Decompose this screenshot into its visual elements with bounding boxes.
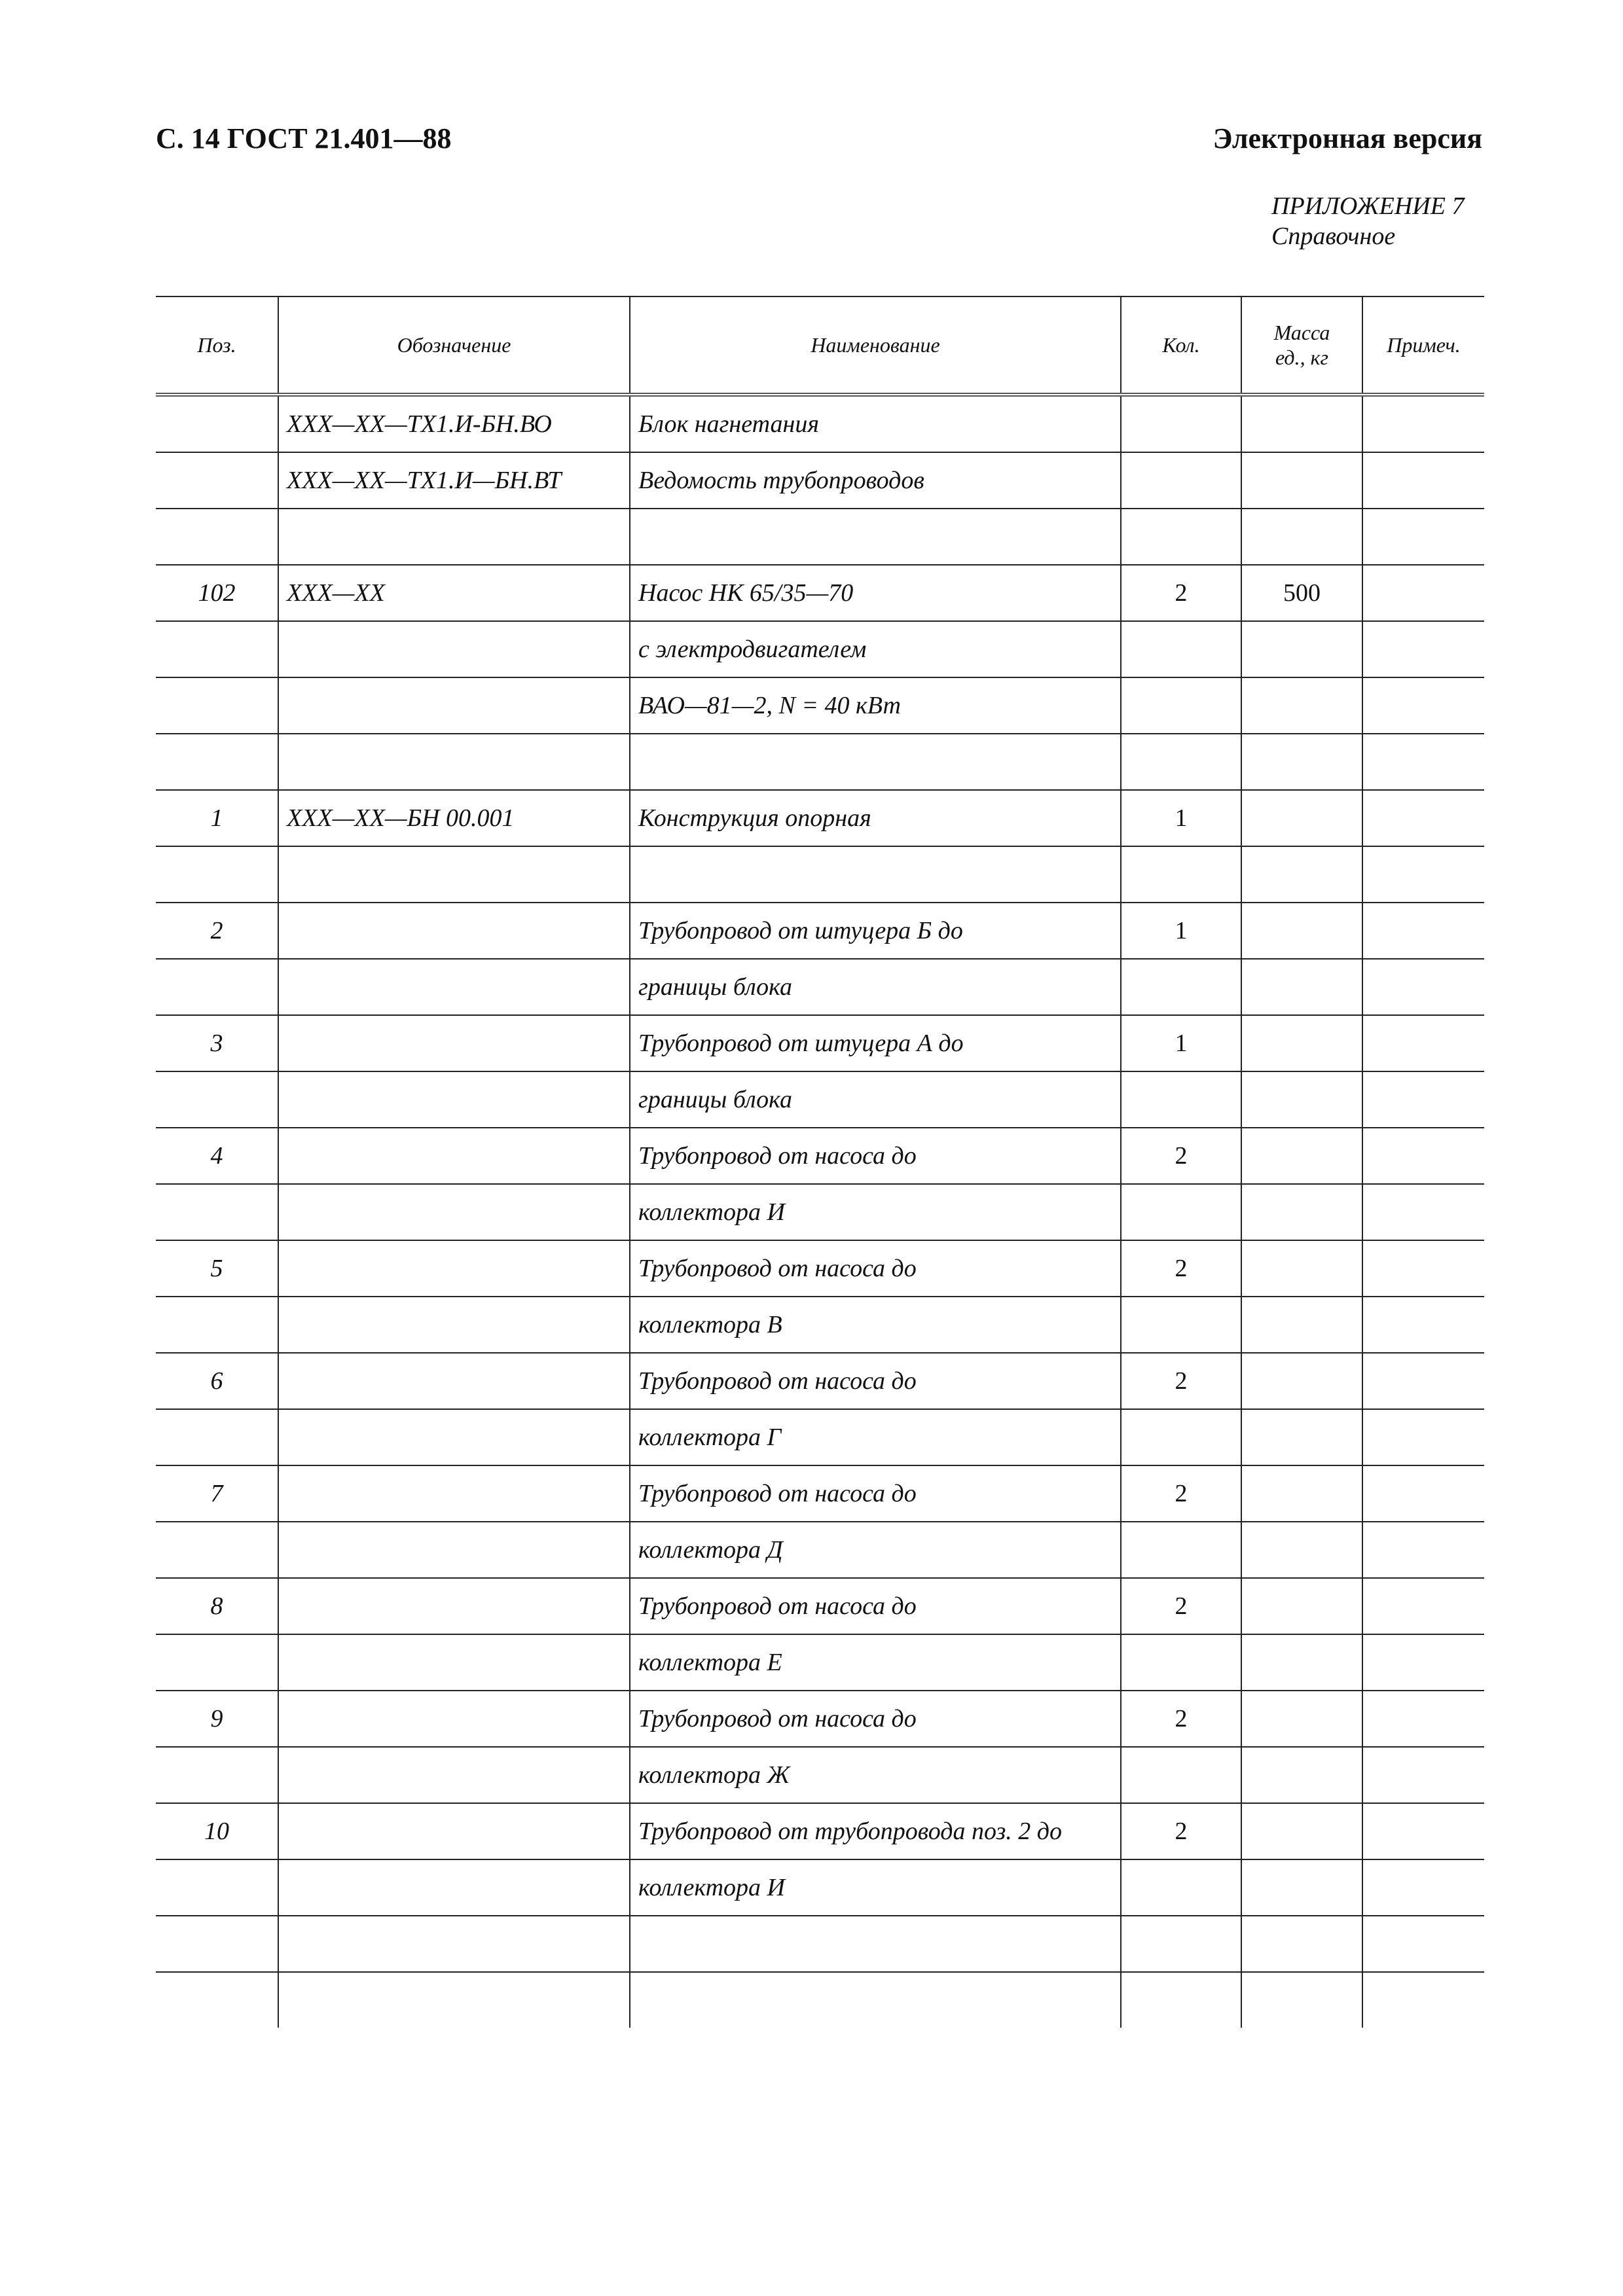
cell-quantity: 1 bbox=[1121, 1015, 1241, 1071]
table-row bbox=[156, 1353, 1484, 1409]
cell-note bbox=[1362, 1522, 1484, 1578]
cell-quantity: 1 bbox=[1121, 790, 1241, 846]
table-row bbox=[156, 959, 1484, 1015]
cell-note bbox=[1362, 959, 1484, 1015]
cell-note bbox=[1362, 734, 1484, 790]
cell-note bbox=[1362, 452, 1484, 509]
table-row bbox=[156, 1578, 1484, 1634]
cell-name: Ведомость трубопроводов bbox=[630, 452, 1121, 509]
cell-name: Блок нагнетания bbox=[630, 395, 1121, 452]
cell-designation bbox=[278, 1297, 630, 1353]
cell-quantity bbox=[1121, 1522, 1241, 1578]
cell-unit-mass bbox=[1241, 509, 1362, 565]
cell-note bbox=[1362, 1240, 1484, 1297]
cell-unit-mass bbox=[1241, 1409, 1362, 1465]
table-row bbox=[156, 1634, 1484, 1691]
cell-quantity bbox=[1121, 452, 1241, 509]
table-row bbox=[156, 1916, 1484, 1972]
cell-note bbox=[1362, 1691, 1484, 1747]
cell-quantity bbox=[1121, 734, 1241, 790]
cell-name: Трубопровод от насоса до bbox=[630, 1353, 1121, 1409]
cell-name: Трубопровод от трубопровода поз. 2 до bbox=[630, 1803, 1121, 1859]
cell-name: ВАО—81—2, N = 40 кВт bbox=[630, 677, 1121, 734]
cell-designation bbox=[278, 1128, 630, 1184]
cell-quantity: 1 bbox=[1121, 903, 1241, 959]
cell-quantity bbox=[1121, 395, 1241, 452]
table-row bbox=[156, 790, 1484, 846]
cell-note bbox=[1362, 1859, 1484, 1916]
cell-name: Трубопровод от насоса до bbox=[630, 1578, 1121, 1634]
cell-unit-mass bbox=[1241, 1297, 1362, 1353]
cell-name: Трубопровод от штуцера Б до bbox=[630, 903, 1121, 959]
cell-note bbox=[1362, 677, 1484, 734]
cell-quantity bbox=[1121, 1916, 1241, 1972]
cell-designation bbox=[278, 1015, 630, 1071]
cell-name: коллектора Е bbox=[630, 1634, 1121, 1691]
table-row bbox=[156, 1522, 1484, 1578]
cell-note bbox=[1362, 621, 1484, 677]
cell-note bbox=[1362, 1071, 1484, 1128]
cell-note bbox=[1362, 1465, 1484, 1522]
cell-designation bbox=[278, 1409, 630, 1465]
cell-designation bbox=[278, 1634, 630, 1691]
specification-table bbox=[156, 296, 1484, 2028]
cell-name bbox=[630, 509, 1121, 565]
cell-designation bbox=[278, 1071, 630, 1128]
cell-unit-mass bbox=[1241, 1184, 1362, 1240]
cell-designation bbox=[278, 1859, 630, 1916]
table-row bbox=[156, 1409, 1484, 1465]
cell-note bbox=[1362, 509, 1484, 565]
cell-quantity bbox=[1121, 959, 1241, 1015]
appendix-title: ПРИЛОЖЕНИЕ 7 bbox=[1271, 192, 1465, 220]
cell-quantity bbox=[1121, 846, 1241, 903]
cell-unit-mass bbox=[1241, 1128, 1362, 1184]
cell-unit-mass bbox=[1241, 1353, 1362, 1409]
cell-note bbox=[1362, 1015, 1484, 1071]
cell-position bbox=[156, 1409, 278, 1465]
cell-quantity: 2 bbox=[1121, 1803, 1241, 1859]
cell-designation bbox=[278, 1522, 630, 1578]
table-body bbox=[156, 395, 1484, 2028]
cell-designation bbox=[278, 846, 630, 903]
cell-unit-mass bbox=[1241, 1803, 1362, 1859]
cell-position bbox=[156, 846, 278, 903]
cell-note bbox=[1362, 1916, 1484, 1972]
cell-position bbox=[156, 959, 278, 1015]
table-row bbox=[156, 1691, 1484, 1747]
cell-name: границы блока bbox=[630, 959, 1121, 1015]
cell-name: Трубопровод от насоса до bbox=[630, 1465, 1121, 1522]
cell-position: 6 bbox=[156, 1353, 278, 1409]
cell-unit-mass bbox=[1241, 1465, 1362, 1522]
cell-name: Трубопровод от насоса до bbox=[630, 1691, 1121, 1747]
cell-position: 102 bbox=[156, 565, 278, 621]
cell-position bbox=[156, 1522, 278, 1578]
cell-position: 3 bbox=[156, 1015, 278, 1071]
cell-unit-mass bbox=[1241, 677, 1362, 734]
cell-note bbox=[1362, 1353, 1484, 1409]
cell-designation bbox=[278, 1916, 630, 1972]
cell-quantity: 2 bbox=[1121, 1353, 1241, 1409]
table-row bbox=[156, 395, 1484, 452]
cell-quantity bbox=[1121, 677, 1241, 734]
cell-position bbox=[156, 1747, 278, 1803]
cell-unit-mass bbox=[1241, 1015, 1362, 1071]
cell-note bbox=[1362, 1803, 1484, 1859]
cell-position: 10 bbox=[156, 1803, 278, 1859]
cell-designation bbox=[278, 1353, 630, 1409]
cell-designation bbox=[278, 1747, 630, 1803]
table-row bbox=[156, 1071, 1484, 1128]
cell-designation bbox=[278, 903, 630, 959]
cell-quantity bbox=[1121, 1409, 1241, 1465]
cell-unit-mass bbox=[1241, 395, 1362, 452]
cell-position: 9 bbox=[156, 1691, 278, 1747]
column-header-unit-mass: Масса ед., кг bbox=[1241, 296, 1362, 395]
cell-note bbox=[1362, 1409, 1484, 1465]
cell-quantity bbox=[1121, 1747, 1241, 1803]
table-row bbox=[156, 1747, 1484, 1803]
cell-quantity bbox=[1121, 1634, 1241, 1691]
cell-position: 8 bbox=[156, 1578, 278, 1634]
cell-quantity bbox=[1121, 1297, 1241, 1353]
cell-quantity bbox=[1121, 1859, 1241, 1916]
cell-quantity: 2 bbox=[1121, 1128, 1241, 1184]
cell-designation: ХХХ—ХХ bbox=[278, 565, 630, 621]
cell-note bbox=[1362, 1747, 1484, 1803]
cell-note bbox=[1362, 565, 1484, 621]
cell-quantity bbox=[1121, 1184, 1241, 1240]
table-row bbox=[156, 1128, 1484, 1184]
cell-unit-mass bbox=[1241, 621, 1362, 677]
cell-unit-mass bbox=[1241, 1972, 1362, 2028]
column-header-note: Примеч. bbox=[1362, 296, 1484, 395]
cell-name: Насос НК 65/35—70 bbox=[630, 565, 1121, 621]
table-row bbox=[156, 1240, 1484, 1297]
cell-designation bbox=[278, 1972, 630, 2028]
cell-name: Конструкция опорная bbox=[630, 790, 1121, 846]
cell-position bbox=[156, 452, 278, 509]
table-row bbox=[156, 452, 1484, 509]
table-header-row bbox=[156, 296, 1484, 395]
cell-position: 4 bbox=[156, 1128, 278, 1184]
cell-name: коллектора И bbox=[630, 1859, 1121, 1916]
cell-position: 5 bbox=[156, 1240, 278, 1297]
cell-quantity: 2 bbox=[1121, 1240, 1241, 1297]
cell-note bbox=[1362, 1634, 1484, 1691]
cell-unit-mass bbox=[1241, 1240, 1362, 1297]
appendix-subtitle: Справочное bbox=[1271, 223, 1396, 250]
cell-quantity bbox=[1121, 1972, 1241, 2028]
cell-designation: ХХХ—ХХ—ТХ1.И-БН.ВО bbox=[278, 395, 630, 452]
cell-name bbox=[630, 846, 1121, 903]
cell-unit-mass: 500 bbox=[1241, 565, 1362, 621]
cell-note bbox=[1362, 1128, 1484, 1184]
cell-position: 2 bbox=[156, 903, 278, 959]
cell-position bbox=[156, 677, 278, 734]
cell-note bbox=[1362, 903, 1484, 959]
cell-name: коллектора И bbox=[630, 1184, 1121, 1240]
cell-designation bbox=[278, 1465, 630, 1522]
cell-name: Трубопровод от штуцера А до bbox=[630, 1015, 1121, 1071]
cell-unit-mass bbox=[1241, 1747, 1362, 1803]
cell-name: Трубопровод от насоса до bbox=[630, 1240, 1121, 1297]
cell-note bbox=[1362, 395, 1484, 452]
cell-unit-mass bbox=[1241, 1578, 1362, 1634]
table-row bbox=[156, 1184, 1484, 1240]
column-header-name: Наименование bbox=[630, 296, 1121, 395]
cell-position bbox=[156, 509, 278, 565]
cell-name: коллектора Г bbox=[630, 1409, 1121, 1465]
cell-position bbox=[156, 1634, 278, 1691]
cell-position bbox=[156, 734, 278, 790]
version-label: Электронная версия bbox=[1213, 122, 1482, 154]
cell-quantity: 2 bbox=[1121, 1691, 1241, 1747]
cell-unit-mass bbox=[1241, 1522, 1362, 1578]
cell-unit-mass bbox=[1241, 734, 1362, 790]
cell-name: коллектора Ж bbox=[630, 1747, 1121, 1803]
cell-note bbox=[1362, 1972, 1484, 2028]
cell-quantity bbox=[1121, 1071, 1241, 1128]
cell-name: с электродвигателем bbox=[630, 621, 1121, 677]
appendix-label bbox=[1271, 191, 1464, 251]
column-header-position: Поз. bbox=[156, 296, 278, 395]
cell-position: 7 bbox=[156, 1465, 278, 1522]
cell-unit-mass bbox=[1241, 959, 1362, 1015]
cell-quantity bbox=[1121, 509, 1241, 565]
cell-unit-mass bbox=[1241, 1071, 1362, 1128]
table-row bbox=[156, 565, 1484, 621]
cell-designation bbox=[278, 1803, 630, 1859]
cell-unit-mass bbox=[1241, 1691, 1362, 1747]
cell-position: 1 bbox=[156, 790, 278, 846]
table-row bbox=[156, 1465, 1484, 1522]
cell-name bbox=[630, 1916, 1121, 1972]
cell-unit-mass bbox=[1241, 790, 1362, 846]
cell-designation bbox=[278, 959, 630, 1015]
cell-quantity bbox=[1121, 621, 1241, 677]
table-row bbox=[156, 1859, 1484, 1916]
cell-note bbox=[1362, 1184, 1484, 1240]
cell-unit-mass bbox=[1241, 452, 1362, 509]
table-row bbox=[156, 903, 1484, 959]
table-row bbox=[156, 621, 1484, 677]
cell-position bbox=[156, 1859, 278, 1916]
cell-unit-mass bbox=[1241, 1634, 1362, 1691]
cell-designation bbox=[278, 1240, 630, 1297]
column-header-designation: Обозначение bbox=[278, 296, 630, 395]
cell-quantity: 2 bbox=[1121, 565, 1241, 621]
column-header-quantity: Кол. bbox=[1121, 296, 1241, 395]
cell-designation bbox=[278, 509, 630, 565]
table-row bbox=[156, 1972, 1484, 2028]
page-reference: С. 14 ГОСТ 21.401—88 bbox=[156, 122, 452, 154]
cell-designation: ХХХ—ХХ—ТХ1.И—БН.ВТ bbox=[278, 452, 630, 509]
cell-note bbox=[1362, 846, 1484, 903]
cell-designation bbox=[278, 734, 630, 790]
cell-name: коллектора Д bbox=[630, 1522, 1121, 1578]
table-row bbox=[156, 734, 1484, 790]
cell-position bbox=[156, 1972, 278, 2028]
cell-position bbox=[156, 1184, 278, 1240]
cell-quantity: 2 bbox=[1121, 1578, 1241, 1634]
table-row bbox=[156, 509, 1484, 565]
cell-quantity: 2 bbox=[1121, 1465, 1241, 1522]
cell-position bbox=[156, 1071, 278, 1128]
table-row bbox=[156, 677, 1484, 734]
cell-unit-mass bbox=[1241, 1859, 1362, 1916]
cell-unit-mass bbox=[1241, 846, 1362, 903]
cell-name: коллектора В bbox=[630, 1297, 1121, 1353]
cell-designation bbox=[278, 1691, 630, 1747]
cell-position bbox=[156, 1297, 278, 1353]
cell-note bbox=[1362, 790, 1484, 846]
cell-designation bbox=[278, 1184, 630, 1240]
cell-position bbox=[156, 621, 278, 677]
cell-designation bbox=[278, 1578, 630, 1634]
cell-unit-mass bbox=[1241, 1916, 1362, 1972]
table-row bbox=[156, 1015, 1484, 1071]
cell-unit-mass bbox=[1241, 903, 1362, 959]
cell-designation bbox=[278, 677, 630, 734]
cell-name bbox=[630, 734, 1121, 790]
table-row bbox=[156, 846, 1484, 903]
cell-designation: ХХХ—ХХ—БН 00.001 bbox=[278, 790, 630, 846]
cell-name bbox=[630, 1972, 1121, 2028]
cell-designation bbox=[278, 621, 630, 677]
cell-note bbox=[1362, 1578, 1484, 1634]
cell-note bbox=[1362, 1297, 1484, 1353]
table-row bbox=[156, 1803, 1484, 1859]
table-row bbox=[156, 1297, 1484, 1353]
cell-position bbox=[156, 1916, 278, 1972]
cell-name: Трубопровод от насоса до bbox=[630, 1128, 1121, 1184]
cell-position bbox=[156, 395, 278, 452]
cell-name: границы блока bbox=[630, 1071, 1121, 1128]
